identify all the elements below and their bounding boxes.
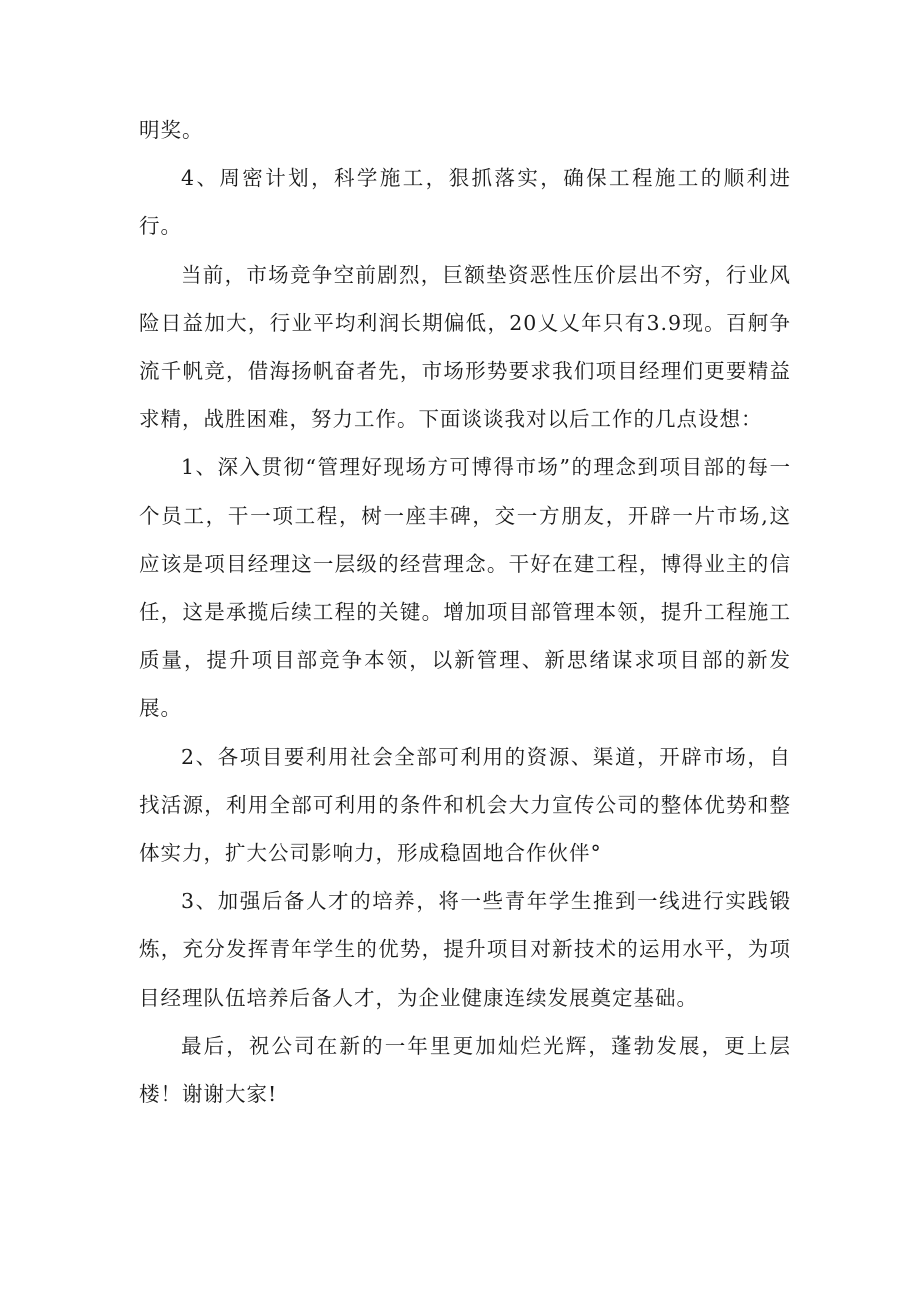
paragraph-plan-3: 3、加强后备人才的培养，将一些青年学生推到一线进行实践锻炼，充分发挥青年学生的优势，提升项目对新技术的运用水平，为项目经理队伍培养后备人才，为企业健康连续发展奠定基础。 [139,889,791,1010]
paragraph-item-4: 4、周密计划，科学施工，狠抓落实，确保工程施工的顺利进行。 [139,166,791,239]
paragraph-plan-2: 2、各项目要利用社会全部可利用的资源、渠道，开辟市场，自找活源，利用全部可利用的条件和机会大力宣传公司的整体优势和整体实力，扩大公司影响力，形成稳固地合作伙伴° [139,744,791,866]
paragraph-continuation: 明奖。 [139,118,204,142]
paragraph-market-situation: 当前，市场竞争空前剧烈，巨额垫资恶性压价层出不穷，行业风险日益加大，行业平均利润长期偏低，20乂乂年只有3.9现。百舸争流千帆竞，借海扬帆奋者先，市场形势要求我们项目经理们更要精益求精，战胜困难，努力工作。下面谈谈我对以后工作的几点设想： [139,262,791,432]
paragraph-plan-1: 1、深入贯彻“管理好现场方可博得市场”的理念到项目部的每一个员工，干一项工程，树一座丰碑，交一方朋友，开辟一片市场,这应该是项目经理这一层级的经营理念。干好在建工程，博得业主的信任，这是承揽后续工程的关键。增加项目部管理本领，提升工程施工质量，提升项目部竞争本领，以新管理、新思绪谋求项目部的新发展。 [139,455,791,721]
document-body [139,106,791,1118]
paragraph-closing: 最后，祝公司在新的一年里更加灿烂光辉，蓬勃发展，更上层楼！谢谢大家! [139,1033,791,1107]
